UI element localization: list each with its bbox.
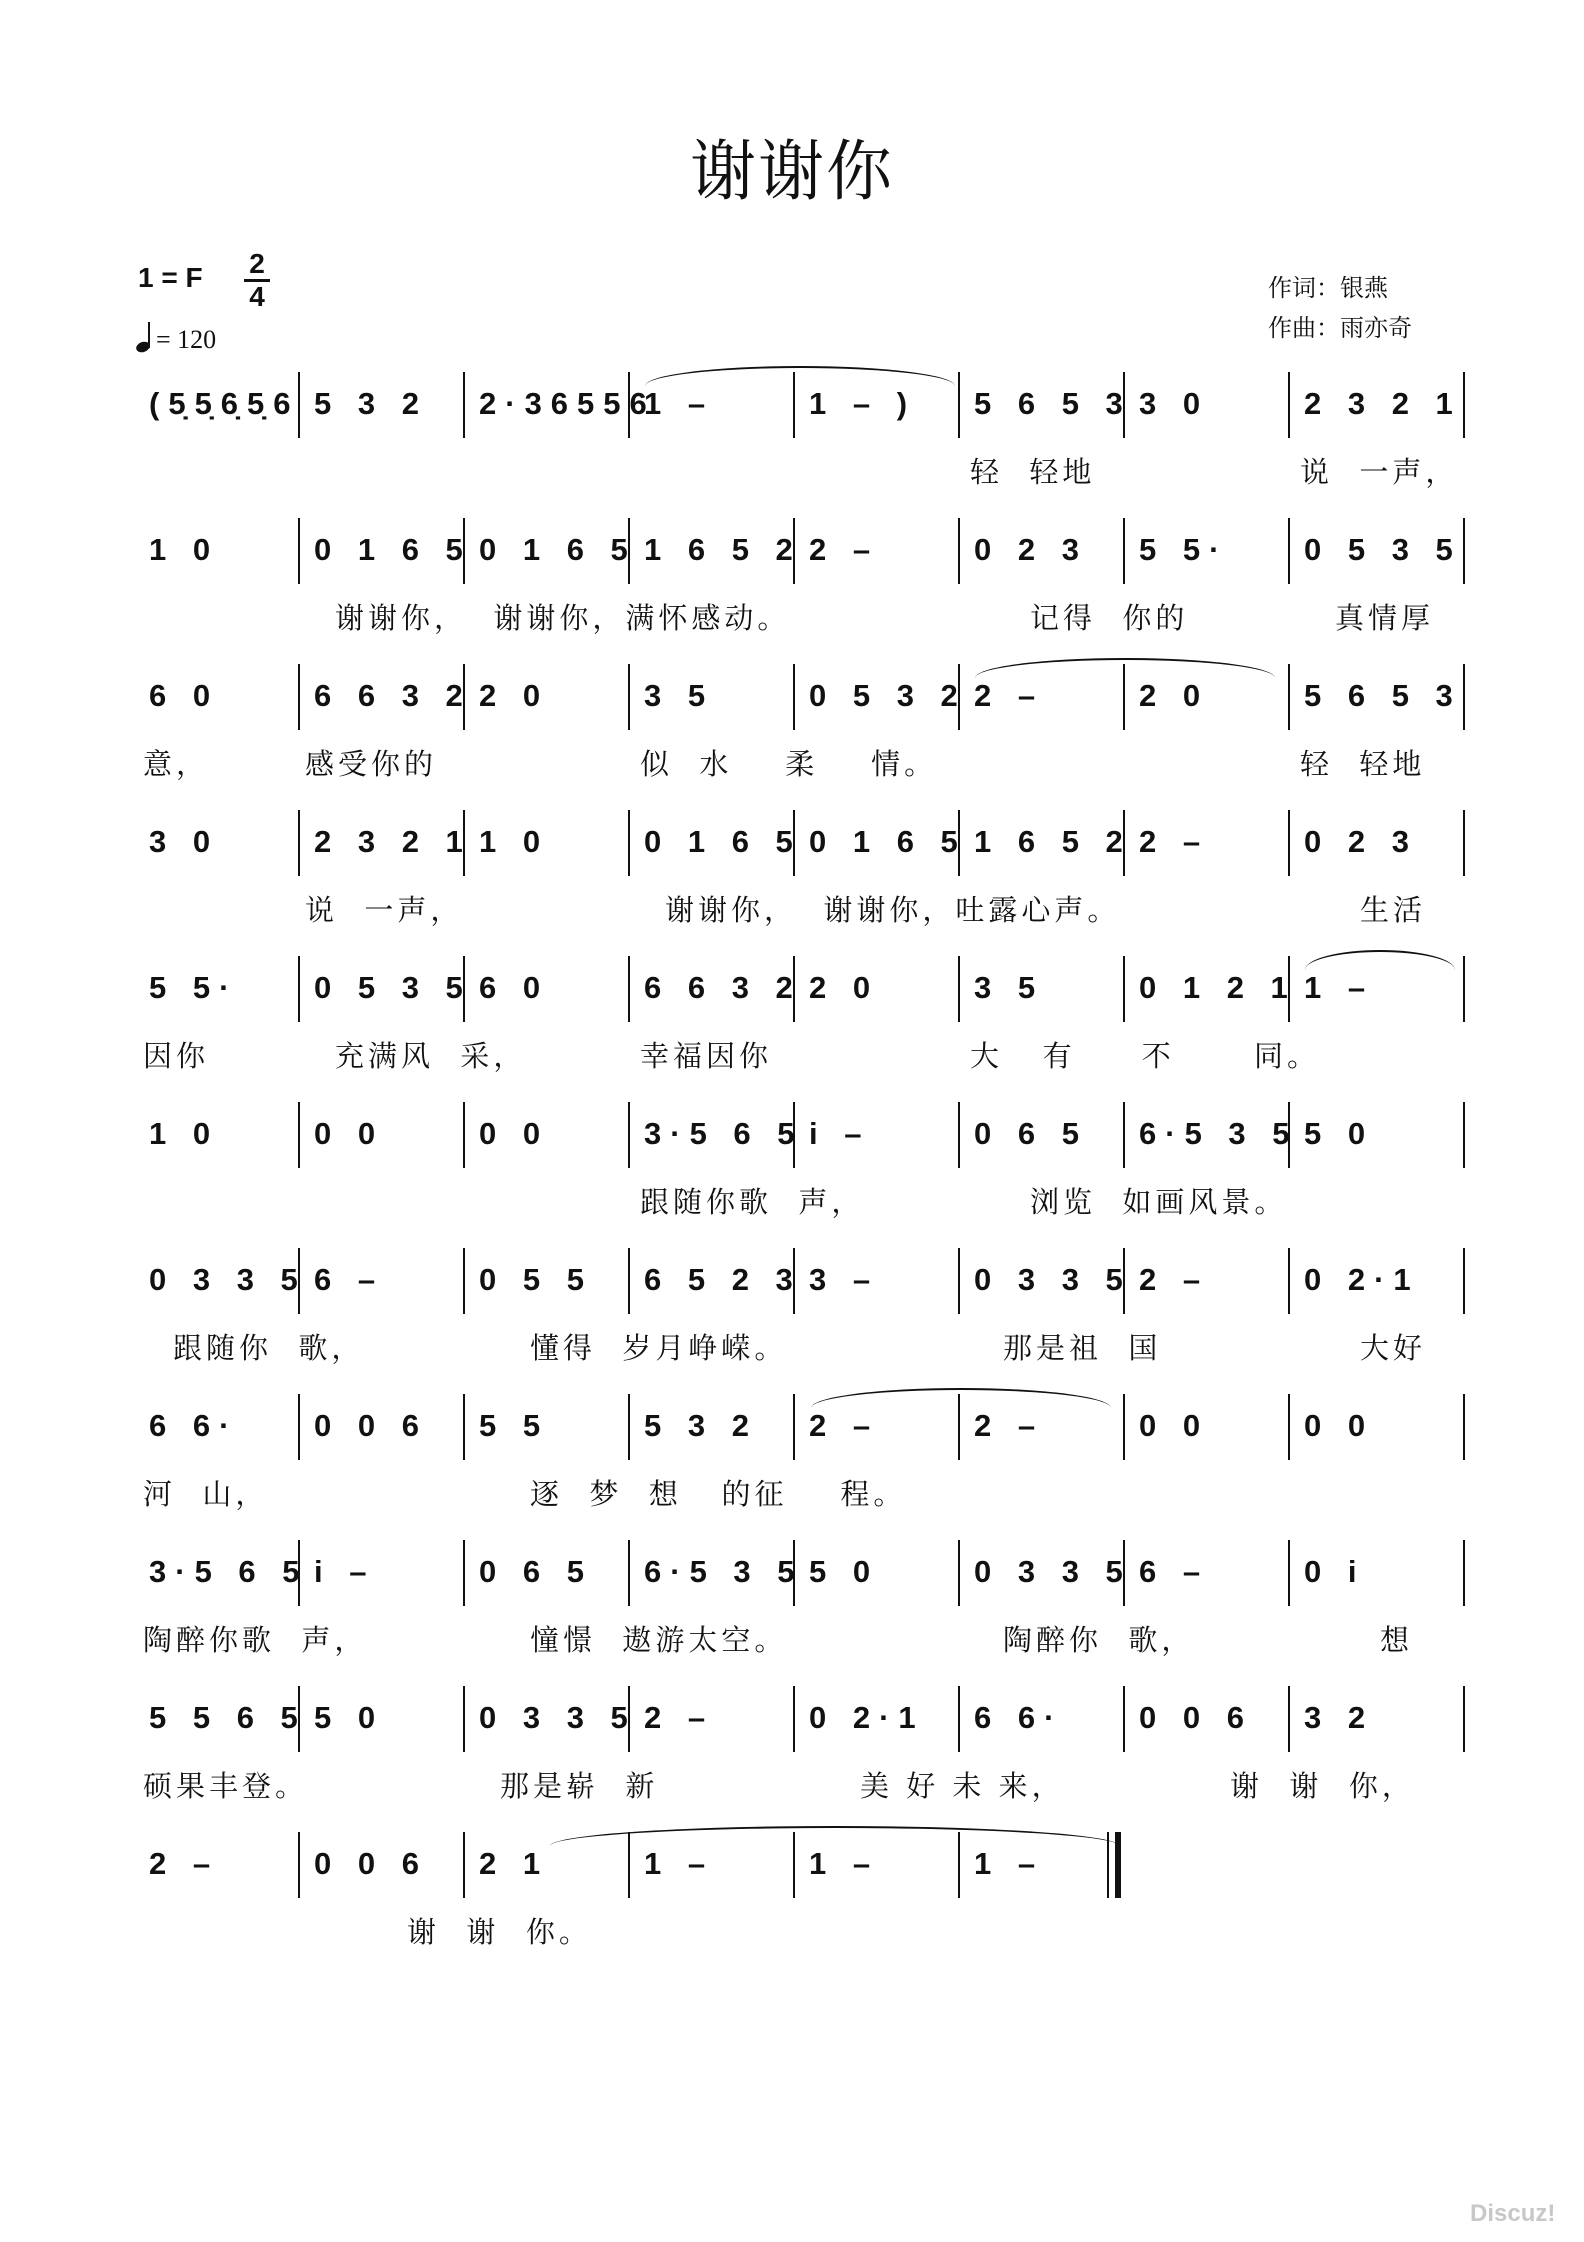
measure-notes: 0 2 3	[974, 532, 1088, 567]
measure-notes: 2·36556	[479, 386, 656, 421]
measure	[1125, 1394, 1290, 1460]
lyric-line: 说 一声，	[305, 893, 464, 927]
quarter-note-icon	[136, 322, 152, 352]
score-system-3	[135, 664, 1465, 794]
measure	[1290, 1540, 1465, 1606]
time-signature	[244, 250, 270, 311]
measure-notes: 2 –	[1139, 824, 1210, 859]
composer-credit: 作曲：雨亦奇	[1268, 314, 1412, 342]
tie-arc	[975, 658, 1275, 678]
lyric-line: 浏览 如画风景。	[1030, 1185, 1288, 1219]
measure-notes: 1 –	[644, 386, 715, 421]
tempo-value: = 120	[156, 325, 217, 354]
time-signature-bottom: 4	[249, 281, 265, 312]
key-signature: 1 = F	[138, 262, 203, 293]
measure-notes: 2 1	[479, 1846, 550, 1881]
measure	[630, 1540, 804, 1606]
measure	[1290, 664, 1465, 730]
measure	[465, 664, 630, 730]
song-title: 谢谢你	[690, 133, 894, 210]
measure	[960, 1540, 1132, 1606]
measure	[1290, 372, 1465, 438]
measure	[465, 1394, 630, 1460]
lyric-line: 懂得 岁月峥嵘。	[530, 1331, 788, 1365]
score-system-9	[135, 1540, 1465, 1670]
measure-notes: 0 1 6 5	[479, 532, 637, 567]
measure	[630, 518, 802, 584]
lyric-line: 美 好 未 来，	[860, 1769, 1065, 1803]
measure	[1290, 1394, 1465, 1460]
lyric-line: 那是祖 国	[1003, 1331, 1162, 1365]
measure-notes: 6 0	[479, 970, 550, 1005]
measure-notes: 0 6 5	[974, 1116, 1088, 1151]
measure	[630, 664, 795, 730]
lyric-line: 记得 你的	[1030, 601, 1189, 635]
measure-notes: 2 0	[809, 970, 880, 1005]
lyric-line: 大好	[1360, 1331, 1427, 1365]
measure	[465, 956, 630, 1022]
measure-notes: 0 5 3 2	[809, 678, 967, 713]
measure	[1125, 1686, 1290, 1752]
measure	[300, 1686, 465, 1752]
lyric-line: 憧憬 遨游太空。	[530, 1623, 788, 1657]
measure-notes: 5 3 2	[644, 1408, 758, 1443]
measure-notes: 0 5 3 5	[1304, 532, 1462, 567]
measure-notes: 0 2·1	[809, 1700, 925, 1735]
lyric-line: 那是崭 新	[500, 1769, 659, 1803]
measure-notes: 2 0	[1139, 678, 1210, 713]
measure	[135, 810, 300, 876]
score-system-10	[135, 1686, 1465, 1816]
measure	[135, 1102, 300, 1168]
score-system-5	[135, 956, 1465, 1086]
measure	[465, 1248, 630, 1314]
measure	[1125, 1102, 1299, 1168]
measure	[465, 372, 656, 438]
measure	[1290, 518, 1465, 584]
measure-notes: 2 –	[974, 678, 1045, 713]
measure	[300, 1102, 465, 1168]
measure-notes: 0 i	[1304, 1554, 1366, 1589]
measure	[300, 810, 472, 876]
measure-notes: 0 0	[479, 1116, 550, 1151]
measure-notes: 0 0 6	[314, 1408, 428, 1443]
measure-notes: 5 0	[314, 1700, 385, 1735]
measure-notes: 2 –	[809, 1408, 880, 1443]
lyric-line: 轻 轻地	[1300, 747, 1426, 781]
lyric-line: 生活	[1360, 893, 1427, 927]
measure-notes: 3·5 6 5	[149, 1554, 309, 1589]
measure-notes: 6 6 3 2	[314, 678, 472, 713]
measure	[795, 664, 967, 730]
measure-notes: 2 –	[809, 532, 880, 567]
measure-notes: 5 3 2	[314, 386, 428, 421]
measure	[1125, 1540, 1290, 1606]
measure-notes: 6 6·	[974, 1700, 1064, 1735]
measure-notes: 1 – )	[809, 386, 917, 421]
measure-notes: 3 0	[149, 824, 220, 859]
score-system-7	[135, 1248, 1465, 1378]
measure	[795, 1540, 960, 1606]
measure-notes: 5 5·	[149, 970, 239, 1005]
measure	[300, 956, 472, 1022]
measure	[795, 956, 960, 1022]
credits	[1268, 268, 1412, 348]
lyric-line: 说 一声，	[1300, 455, 1459, 489]
measure	[795, 1686, 960, 1752]
measure-notes: 0 3 3 5	[974, 1554, 1132, 1589]
measure	[300, 372, 465, 438]
measure	[300, 664, 472, 730]
measure-notes: 5 6 5 3	[1304, 678, 1462, 713]
measure	[135, 1686, 307, 1752]
measure-notes: 2 –	[1139, 1262, 1210, 1297]
measure	[135, 1832, 300, 1898]
measure-notes: 6·5 3 5	[644, 1554, 804, 1589]
measure-notes: 1 0	[479, 824, 550, 859]
measure-notes: 0 1 6 5	[314, 532, 472, 567]
score-system-4	[135, 810, 1465, 940]
measure-notes: 3 2	[1304, 1700, 1375, 1735]
measure	[465, 810, 630, 876]
measure-notes: 5 0	[809, 1554, 880, 1589]
lyric-line: 谢 谢 你。	[407, 1915, 592, 1949]
tie-arc	[1305, 950, 1455, 970]
measure-notes: 0 1 2 1	[1139, 970, 1297, 1005]
tie-arc	[811, 1388, 1111, 1408]
measure-notes: 0 0	[1139, 1408, 1210, 1443]
measure	[630, 1394, 795, 1460]
lyric-line: 充满风 采，	[335, 1039, 527, 1073]
measure	[795, 1102, 960, 1168]
measure-notes: 0 0	[314, 1116, 385, 1151]
measure-notes: 0 5 3 5	[314, 970, 472, 1005]
measure-notes: 1 –	[644, 1846, 715, 1881]
measure-notes: 2 –	[974, 1408, 1045, 1443]
measure	[630, 810, 802, 876]
measure-notes: 6 –	[1139, 1554, 1210, 1589]
lyric-line: 谢谢你， 谢谢你，吐露心声。	[665, 893, 1121, 927]
measure-notes: 1 6 5 2	[974, 824, 1132, 859]
measure	[630, 1248, 802, 1314]
measure-notes: i –	[314, 1554, 376, 1589]
measure	[135, 956, 300, 1022]
measure-notes: 1 –	[1304, 970, 1375, 1005]
measure-notes: 5 5 6 5	[149, 1700, 307, 1735]
measure	[960, 956, 1125, 1022]
measure-notes: 1 6 5 2	[644, 532, 802, 567]
measure-notes: i –	[809, 1116, 871, 1151]
measure	[1290, 810, 1465, 876]
measure-notes: 0 1 6 5	[809, 824, 967, 859]
measure	[300, 1394, 465, 1460]
measure	[795, 518, 960, 584]
measure-notes: 2 0	[479, 678, 550, 713]
measure-notes: 3 0	[1139, 386, 1210, 421]
measure	[300, 1832, 465, 1898]
measure	[135, 1248, 307, 1314]
measure-notes: 6 –	[314, 1262, 385, 1297]
measure	[960, 1102, 1125, 1168]
measure-notes: 0 3 3 5	[974, 1262, 1132, 1297]
measure-notes: 0 0 6	[1139, 1700, 1253, 1735]
measure-notes: 1 0	[149, 1116, 220, 1151]
score-system-1	[135, 372, 1465, 502]
lyric-line: 感受你的	[305, 747, 438, 781]
watermark-logo: Discuz!	[1470, 2200, 1556, 2227]
measure	[630, 956, 802, 1022]
measure-notes: 0 3 3 5	[479, 1700, 637, 1735]
lyric-line: 陶醉你 歌，	[1003, 1623, 1195, 1657]
lyric-line: 想	[1380, 1623, 1414, 1657]
lyric-line: 意，	[143, 747, 210, 781]
measure-notes: 6 6·	[149, 1408, 239, 1443]
measure-notes: 3·5 6 5	[644, 1116, 804, 1151]
measure	[465, 1540, 630, 1606]
measure-notes: 1 –	[809, 1846, 880, 1881]
measure	[300, 518, 472, 584]
measure-notes: 0 2 3	[1304, 824, 1418, 859]
lyric-line: 真情厚	[1335, 601, 1435, 635]
measure-notes: 3 –	[809, 1262, 880, 1297]
measure-notes: 6·5 3 5	[1139, 1116, 1299, 1151]
measure	[465, 1102, 630, 1168]
tempo-marking	[136, 322, 216, 355]
measure	[135, 1394, 300, 1460]
lyric-line: 似 水 柔 情。	[640, 747, 938, 781]
measure	[795, 810, 967, 876]
lyric-line: 大 有 不 同。	[970, 1039, 1321, 1073]
lyric-line: 谢 谢 你，	[1230, 1769, 1415, 1803]
score-system-8	[135, 1394, 1465, 1524]
score-system-2	[135, 518, 1465, 648]
lyric-line: 跟随你歌 声，	[640, 1185, 865, 1219]
measure-notes: 6 5 2 3	[644, 1262, 802, 1297]
measure	[1290, 1248, 1465, 1314]
measure-notes: 2 3 2 1	[1304, 386, 1462, 421]
measure-notes: 0 5 5	[479, 1262, 593, 1297]
score-system-11	[135, 1832, 1465, 1962]
measure-notes: 1 0	[149, 532, 220, 567]
tie-arc	[550, 1826, 1120, 1846]
time-signature-top: 2	[249, 248, 265, 279]
measure	[1290, 1686, 1465, 1752]
measure-notes: 0 0 6	[314, 1846, 428, 1881]
measure	[630, 1686, 795, 1752]
measure-notes: 1 –	[974, 1846, 1045, 1881]
measure-notes: 6 0	[149, 678, 220, 713]
lyricist-credit: 作词：银燕	[1268, 274, 1388, 302]
measure	[1290, 1102, 1465, 1168]
measure	[135, 518, 300, 584]
measure-notes: 0 2·1	[1304, 1262, 1420, 1297]
lyric-line: 陶醉你歌 声，	[143, 1623, 368, 1657]
measure-notes: 5 0	[1304, 1116, 1375, 1151]
measure-notes: 0 6 5	[479, 1554, 593, 1589]
measure-notes: 2 3 2 1	[314, 824, 472, 859]
measure	[1125, 956, 1297, 1022]
measure	[465, 1686, 637, 1752]
measure-notes: 5 6 5 3	[974, 386, 1132, 421]
lyric-line: 因你	[143, 1039, 210, 1073]
lyric-line: 幸福因你	[640, 1039, 773, 1073]
measure-notes: 3 5	[644, 678, 715, 713]
measure-notes: 0 0	[1304, 1408, 1375, 1443]
measure	[465, 518, 637, 584]
measure-notes: (5̣5̣6̣5̣6	[149, 386, 300, 421]
lyric-line: 硕果丰登。	[143, 1769, 309, 1803]
measure	[300, 1540, 465, 1606]
measure	[135, 372, 300, 438]
measure	[135, 1540, 309, 1606]
measure	[1125, 372, 1290, 438]
measure-notes: 3 5	[974, 970, 1045, 1005]
lyric-line: 跟随你 歌，	[173, 1331, 365, 1365]
score-system-6	[135, 1102, 1465, 1232]
measure	[1125, 1248, 1290, 1314]
lyric-line: 谢谢你， 谢谢你，满怀感动。	[335, 601, 791, 635]
measure	[300, 1248, 465, 1314]
lyric-line: 逐 梦 想 的征 程。	[530, 1477, 907, 1511]
measure-notes: 5 5	[479, 1408, 550, 1443]
measure-notes: 2 –	[644, 1700, 715, 1735]
measure-notes: 5 5·	[1139, 532, 1229, 567]
measure	[960, 372, 1132, 438]
tie-arc	[645, 366, 955, 386]
measure-notes: 0 1 6 5	[644, 824, 802, 859]
lyric-line: 轻 轻地	[970, 455, 1096, 489]
measure-notes: 0 3 3 5	[149, 1262, 307, 1297]
measure-notes: 2 –	[149, 1846, 220, 1881]
lyric-line: 河 山，	[143, 1477, 269, 1511]
measure	[135, 664, 300, 730]
measure	[1125, 518, 1290, 584]
measure	[960, 810, 1132, 876]
measure	[960, 1686, 1125, 1752]
measure	[1125, 810, 1290, 876]
measure-notes: 6 6 3 2	[644, 970, 802, 1005]
measure	[630, 1102, 804, 1168]
measure	[795, 1248, 960, 1314]
measure	[960, 1248, 1132, 1314]
measure	[960, 518, 1125, 584]
